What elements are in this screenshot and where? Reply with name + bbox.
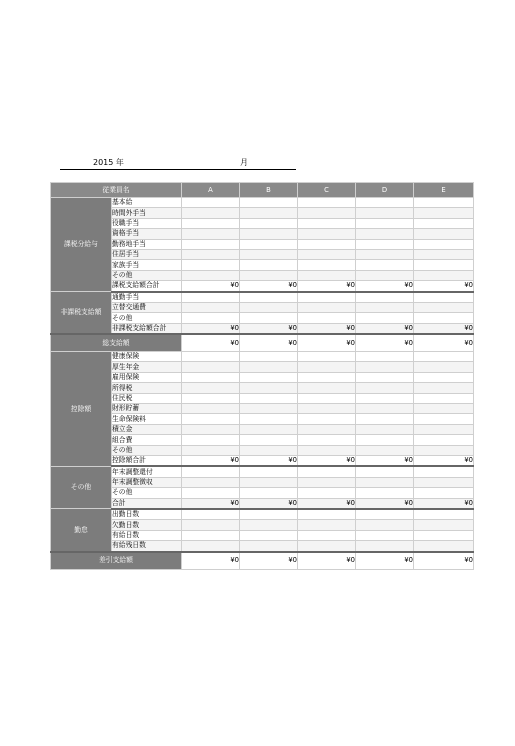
- table-row: [51, 435, 474, 445]
- value-cell[interactable]: [298, 404, 356, 414]
- value-cell[interactable]: ¥0: [356, 455, 414, 466]
- value-cell[interactable]: [298, 372, 356, 382]
- value-cell[interactable]: [240, 477, 298, 487]
- row-label: 年末調整徴収: [112, 477, 182, 487]
- value-cell[interactable]: [414, 414, 474, 424]
- value-cell[interactable]: ¥0: [182, 455, 240, 466]
- row-label: 健康保険: [112, 352, 182, 362]
- total-cell[interactable]: ¥0: [414, 552, 474, 570]
- value-cell[interactable]: [414, 509, 474, 520]
- table-row: [51, 270, 474, 280]
- table-row: [51, 498, 474, 509]
- value-cell[interactable]: [240, 488, 298, 498]
- table-row: [51, 208, 474, 218]
- total-row: [51, 552, 474, 570]
- year-label: 2015 年: [93, 158, 124, 167]
- value-cell[interactable]: [240, 445, 298, 455]
- value-cell[interactable]: [240, 424, 298, 434]
- value-cell[interactable]: [298, 362, 356, 372]
- value-cell[interactable]: [298, 260, 356, 270]
- table-row: [51, 229, 474, 239]
- table-row: [51, 455, 474, 466]
- row-label: 欠勤日数: [112, 520, 182, 530]
- value-cell[interactable]: [182, 414, 240, 424]
- group-label: その他: [51, 466, 112, 509]
- value-cell[interactable]: [414, 198, 474, 208]
- total-cell[interactable]: ¥0: [414, 334, 474, 352]
- value-cell[interactable]: [414, 313, 474, 323]
- value-cell[interactable]: [298, 270, 356, 280]
- row-label: 控除額合計: [112, 455, 182, 466]
- value-cell[interactable]: [240, 249, 298, 259]
- value-cell[interactable]: [414, 541, 474, 552]
- value-cell[interactable]: ¥0: [356, 323, 414, 334]
- row-label: 出勤日数: [112, 509, 182, 520]
- row-label: 生命保険料: [112, 414, 182, 424]
- table-row: [51, 313, 474, 323]
- value-cell[interactable]: [356, 372, 414, 382]
- value-cell[interactable]: [240, 229, 298, 239]
- value-cell[interactable]: [414, 292, 474, 303]
- value-cell[interactable]: ¥0: [414, 498, 474, 509]
- row-label: 課税支給額合計: [112, 281, 182, 292]
- column-header-d: D: [356, 183, 414, 198]
- group-label: 勤怠: [51, 509, 112, 552]
- table-row: [51, 362, 474, 372]
- value-cell[interactable]: [298, 383, 356, 393]
- value-cell[interactable]: [414, 530, 474, 540]
- value-cell[interactable]: [356, 362, 414, 372]
- value-cell[interactable]: ¥0: [298, 323, 356, 334]
- value-cell[interactable]: [414, 477, 474, 487]
- value-cell[interactable]: [182, 488, 240, 498]
- table-row: [51, 393, 474, 403]
- table-row: [51, 198, 474, 208]
- value-cell[interactable]: ¥0: [240, 455, 298, 466]
- value-cell[interactable]: [414, 270, 474, 280]
- value-cell[interactable]: [356, 445, 414, 455]
- value-cell[interactable]: [356, 404, 414, 414]
- value-cell[interactable]: [356, 292, 414, 303]
- value-cell[interactable]: [240, 404, 298, 414]
- value-cell[interactable]: [298, 302, 356, 312]
- value-cell[interactable]: [298, 509, 356, 520]
- value-cell[interactable]: ¥0: [414, 323, 474, 334]
- value-cell[interactable]: ¥0: [298, 281, 356, 292]
- row-label: 雇用保険: [112, 372, 182, 382]
- value-cell[interactable]: ¥0: [298, 455, 356, 466]
- value-cell[interactable]: [240, 383, 298, 393]
- row-label: その他: [112, 488, 182, 498]
- value-cell[interactable]: [356, 302, 414, 312]
- value-cell[interactable]: [182, 541, 240, 552]
- table-row: [51, 541, 474, 552]
- value-cell[interactable]: [298, 477, 356, 487]
- value-cell[interactable]: [356, 393, 414, 403]
- table-row: [51, 352, 474, 362]
- value-cell[interactable]: [298, 520, 356, 530]
- value-cell[interactable]: [182, 313, 240, 323]
- value-cell[interactable]: [182, 466, 240, 477]
- row-label: 住民税: [112, 393, 182, 403]
- value-cell[interactable]: [240, 520, 298, 530]
- value-cell[interactable]: ¥0: [356, 281, 414, 292]
- table-row: [51, 249, 474, 259]
- value-cell[interactable]: [414, 372, 474, 382]
- row-label: 住居手当: [112, 249, 182, 259]
- value-cell[interactable]: [298, 198, 356, 208]
- value-cell[interactable]: [240, 362, 298, 372]
- value-cell[interactable]: [240, 198, 298, 208]
- value-cell[interactable]: ¥0: [356, 498, 414, 509]
- table-row: [51, 383, 474, 393]
- value-cell[interactable]: [356, 270, 414, 280]
- value-cell[interactable]: [298, 218, 356, 228]
- row-label: その他: [112, 313, 182, 323]
- value-cell[interactable]: [182, 383, 240, 393]
- table-row: [51, 424, 474, 434]
- value-cell[interactable]: [298, 229, 356, 239]
- value-cell[interactable]: [240, 541, 298, 552]
- table-row: [51, 477, 474, 487]
- value-cell[interactable]: [298, 393, 356, 403]
- value-cell[interactable]: [182, 249, 240, 259]
- table-row: [51, 404, 474, 414]
- value-cell[interactable]: [182, 229, 240, 239]
- value-cell[interactable]: [298, 292, 356, 303]
- row-label: 年末調整還付: [112, 466, 182, 477]
- row-label: 家族手当: [112, 260, 182, 270]
- value-cell[interactable]: [240, 313, 298, 323]
- table-row: [51, 509, 474, 520]
- value-cell[interactable]: [182, 208, 240, 218]
- value-cell[interactable]: [414, 488, 474, 498]
- value-cell[interactable]: [240, 270, 298, 280]
- value-cell[interactable]: ¥0: [240, 323, 298, 334]
- value-cell[interactable]: ¥0: [182, 281, 240, 292]
- value-cell[interactable]: [356, 260, 414, 270]
- value-cell[interactable]: ¥0: [240, 281, 298, 292]
- month-label: 月: [240, 158, 248, 167]
- total-label: 差引支給額: [51, 552, 182, 570]
- value-cell[interactable]: [298, 541, 356, 552]
- value-cell[interactable]: [356, 530, 414, 540]
- value-cell[interactable]: [356, 313, 414, 323]
- value-cell[interactable]: [356, 424, 414, 434]
- value-cell[interactable]: [240, 218, 298, 228]
- value-cell[interactable]: [182, 530, 240, 540]
- table-row: [51, 218, 474, 228]
- total-cell[interactable]: ¥0: [240, 334, 298, 352]
- value-cell[interactable]: ¥0: [298, 498, 356, 509]
- total-cell[interactable]: ¥0: [298, 334, 356, 352]
- value-cell[interactable]: [414, 249, 474, 259]
- value-cell[interactable]: [240, 352, 298, 362]
- value-cell[interactable]: [240, 239, 298, 249]
- table-row: [51, 488, 474, 498]
- table-row: [51, 530, 474, 540]
- value-cell[interactable]: [414, 435, 474, 445]
- value-cell[interactable]: ¥0: [240, 498, 298, 509]
- value-cell[interactable]: [356, 218, 414, 228]
- value-cell[interactable]: [182, 477, 240, 487]
- value-cell[interactable]: [182, 520, 240, 530]
- value-cell[interactable]: [356, 198, 414, 208]
- value-cell[interactable]: [414, 229, 474, 239]
- group-label: 控除額: [51, 352, 112, 467]
- row-label: 基本給: [112, 198, 182, 208]
- value-cell[interactable]: [240, 393, 298, 403]
- row-label: 資格手当: [112, 229, 182, 239]
- value-cell[interactable]: [240, 414, 298, 424]
- value-cell[interactable]: [182, 270, 240, 280]
- value-cell[interactable]: [182, 509, 240, 520]
- table-row: [51, 302, 474, 312]
- column-header-e: E: [414, 183, 474, 198]
- payroll-body: [51, 198, 474, 570]
- value-cell[interactable]: ¥0: [414, 455, 474, 466]
- value-cell[interactable]: [356, 488, 414, 498]
- value-cell[interactable]: ¥0: [182, 323, 240, 334]
- total-cell[interactable]: ¥0: [182, 552, 240, 570]
- value-cell[interactable]: [356, 383, 414, 393]
- value-cell[interactable]: [298, 530, 356, 540]
- column-header-employee: 従業員名: [51, 183, 182, 198]
- value-cell[interactable]: [356, 208, 414, 218]
- table-row: [51, 292, 474, 303]
- value-cell[interactable]: [298, 435, 356, 445]
- value-cell[interactable]: [414, 520, 474, 530]
- value-cell[interactable]: ¥0: [414, 281, 474, 292]
- column-header-a: A: [182, 183, 240, 198]
- value-cell[interactable]: [414, 208, 474, 218]
- value-cell[interactable]: [182, 198, 240, 208]
- value-cell[interactable]: [414, 218, 474, 228]
- value-cell[interactable]: [298, 208, 356, 218]
- total-row: [51, 334, 474, 352]
- value-cell[interactable]: [298, 466, 356, 477]
- value-cell[interactable]: [182, 239, 240, 249]
- payroll-table: [50, 182, 474, 570]
- value-cell[interactable]: [414, 404, 474, 414]
- value-cell[interactable]: [414, 424, 474, 434]
- total-cell[interactable]: ¥0: [356, 334, 414, 352]
- value-cell[interactable]: [356, 239, 414, 249]
- row-label: 組合費: [112, 435, 182, 445]
- total-cell[interactable]: ¥0: [298, 552, 356, 570]
- total-cell[interactable]: ¥0: [356, 552, 414, 570]
- value-cell[interactable]: [356, 414, 414, 424]
- group-label: 課税分給与: [51, 198, 112, 292]
- value-cell[interactable]: [414, 445, 474, 455]
- value-cell[interactable]: [240, 292, 298, 303]
- table-row: [51, 260, 474, 270]
- value-cell[interactable]: [414, 383, 474, 393]
- value-cell[interactable]: [414, 260, 474, 270]
- table-row: [51, 445, 474, 455]
- value-cell[interactable]: [182, 218, 240, 228]
- table-row: [51, 239, 474, 249]
- value-cell[interactable]: [182, 372, 240, 382]
- value-cell[interactable]: [240, 302, 298, 312]
- value-cell[interactable]: [356, 509, 414, 520]
- total-label: 総支給額: [51, 334, 182, 352]
- value-cell[interactable]: [182, 260, 240, 270]
- value-cell[interactable]: [298, 239, 356, 249]
- value-cell[interactable]: [240, 466, 298, 477]
- value-cell[interactable]: [298, 352, 356, 362]
- row-label: 非課税支給額合計: [112, 323, 182, 334]
- value-cell[interactable]: ¥0: [182, 498, 240, 509]
- value-cell[interactable]: [298, 249, 356, 259]
- value-cell[interactable]: [182, 424, 240, 434]
- value-cell[interactable]: [182, 393, 240, 403]
- value-cell[interactable]: [414, 466, 474, 477]
- value-cell[interactable]: [414, 393, 474, 403]
- value-cell[interactable]: [182, 445, 240, 455]
- value-cell[interactable]: [182, 435, 240, 445]
- value-cell[interactable]: [356, 477, 414, 487]
- row-label: 時間外手当: [112, 208, 182, 218]
- value-cell[interactable]: [298, 414, 356, 424]
- period-header: [60, 155, 296, 170]
- value-cell[interactable]: [356, 541, 414, 552]
- row-label: 厚生年金: [112, 362, 182, 372]
- value-cell[interactable]: [298, 313, 356, 323]
- value-cell[interactable]: [414, 352, 474, 362]
- table-row: [51, 323, 474, 334]
- value-cell[interactable]: [414, 302, 474, 312]
- row-label: 所得税: [112, 383, 182, 393]
- value-cell[interactable]: [182, 302, 240, 312]
- row-label: その他: [112, 270, 182, 280]
- value-cell[interactable]: [356, 249, 414, 259]
- table-row: [51, 520, 474, 530]
- value-cell[interactable]: [414, 239, 474, 249]
- table-row: [51, 414, 474, 424]
- value-cell[interactable]: [356, 352, 414, 362]
- value-cell[interactable]: [182, 292, 240, 303]
- value-cell[interactable]: [298, 445, 356, 455]
- row-label: その他: [112, 445, 182, 455]
- row-label: 通勤手当: [112, 292, 182, 303]
- column-header-c: C: [298, 183, 356, 198]
- value-cell[interactable]: [356, 229, 414, 239]
- group-label: 非課税支給額: [51, 292, 112, 335]
- value-cell[interactable]: [182, 404, 240, 414]
- header-row: [51, 183, 474, 198]
- value-cell[interactable]: [298, 488, 356, 498]
- row-label: 合計: [112, 498, 182, 509]
- row-label: 立替交通費: [112, 302, 182, 312]
- value-cell[interactable]: [356, 466, 414, 477]
- value-cell[interactable]: [356, 520, 414, 530]
- total-cell[interactable]: ¥0: [240, 552, 298, 570]
- value-cell[interactable]: [414, 362, 474, 372]
- value-cell[interactable]: [356, 435, 414, 445]
- total-cell[interactable]: ¥0: [182, 334, 240, 352]
- row-label: 有給日数: [112, 530, 182, 540]
- value-cell[interactable]: [182, 352, 240, 362]
- row-label: 積立金: [112, 424, 182, 434]
- row-label: 有給残日数: [112, 541, 182, 552]
- value-cell[interactable]: [240, 509, 298, 520]
- value-cell[interactable]: [240, 260, 298, 270]
- row-label: 役職手当: [112, 218, 182, 228]
- value-cell[interactable]: [240, 208, 298, 218]
- row-label: 財形貯蓄: [112, 404, 182, 414]
- value-cell[interactable]: [298, 424, 356, 434]
- table-row: [51, 281, 474, 292]
- value-cell[interactable]: [240, 530, 298, 540]
- value-cell[interactable]: [240, 435, 298, 445]
- table-row: [51, 466, 474, 477]
- value-cell[interactable]: [182, 362, 240, 372]
- row-label: 勤務地手当: [112, 239, 182, 249]
- column-header-b: B: [240, 183, 298, 198]
- value-cell[interactable]: [240, 372, 298, 382]
- table-row: [51, 372, 474, 382]
